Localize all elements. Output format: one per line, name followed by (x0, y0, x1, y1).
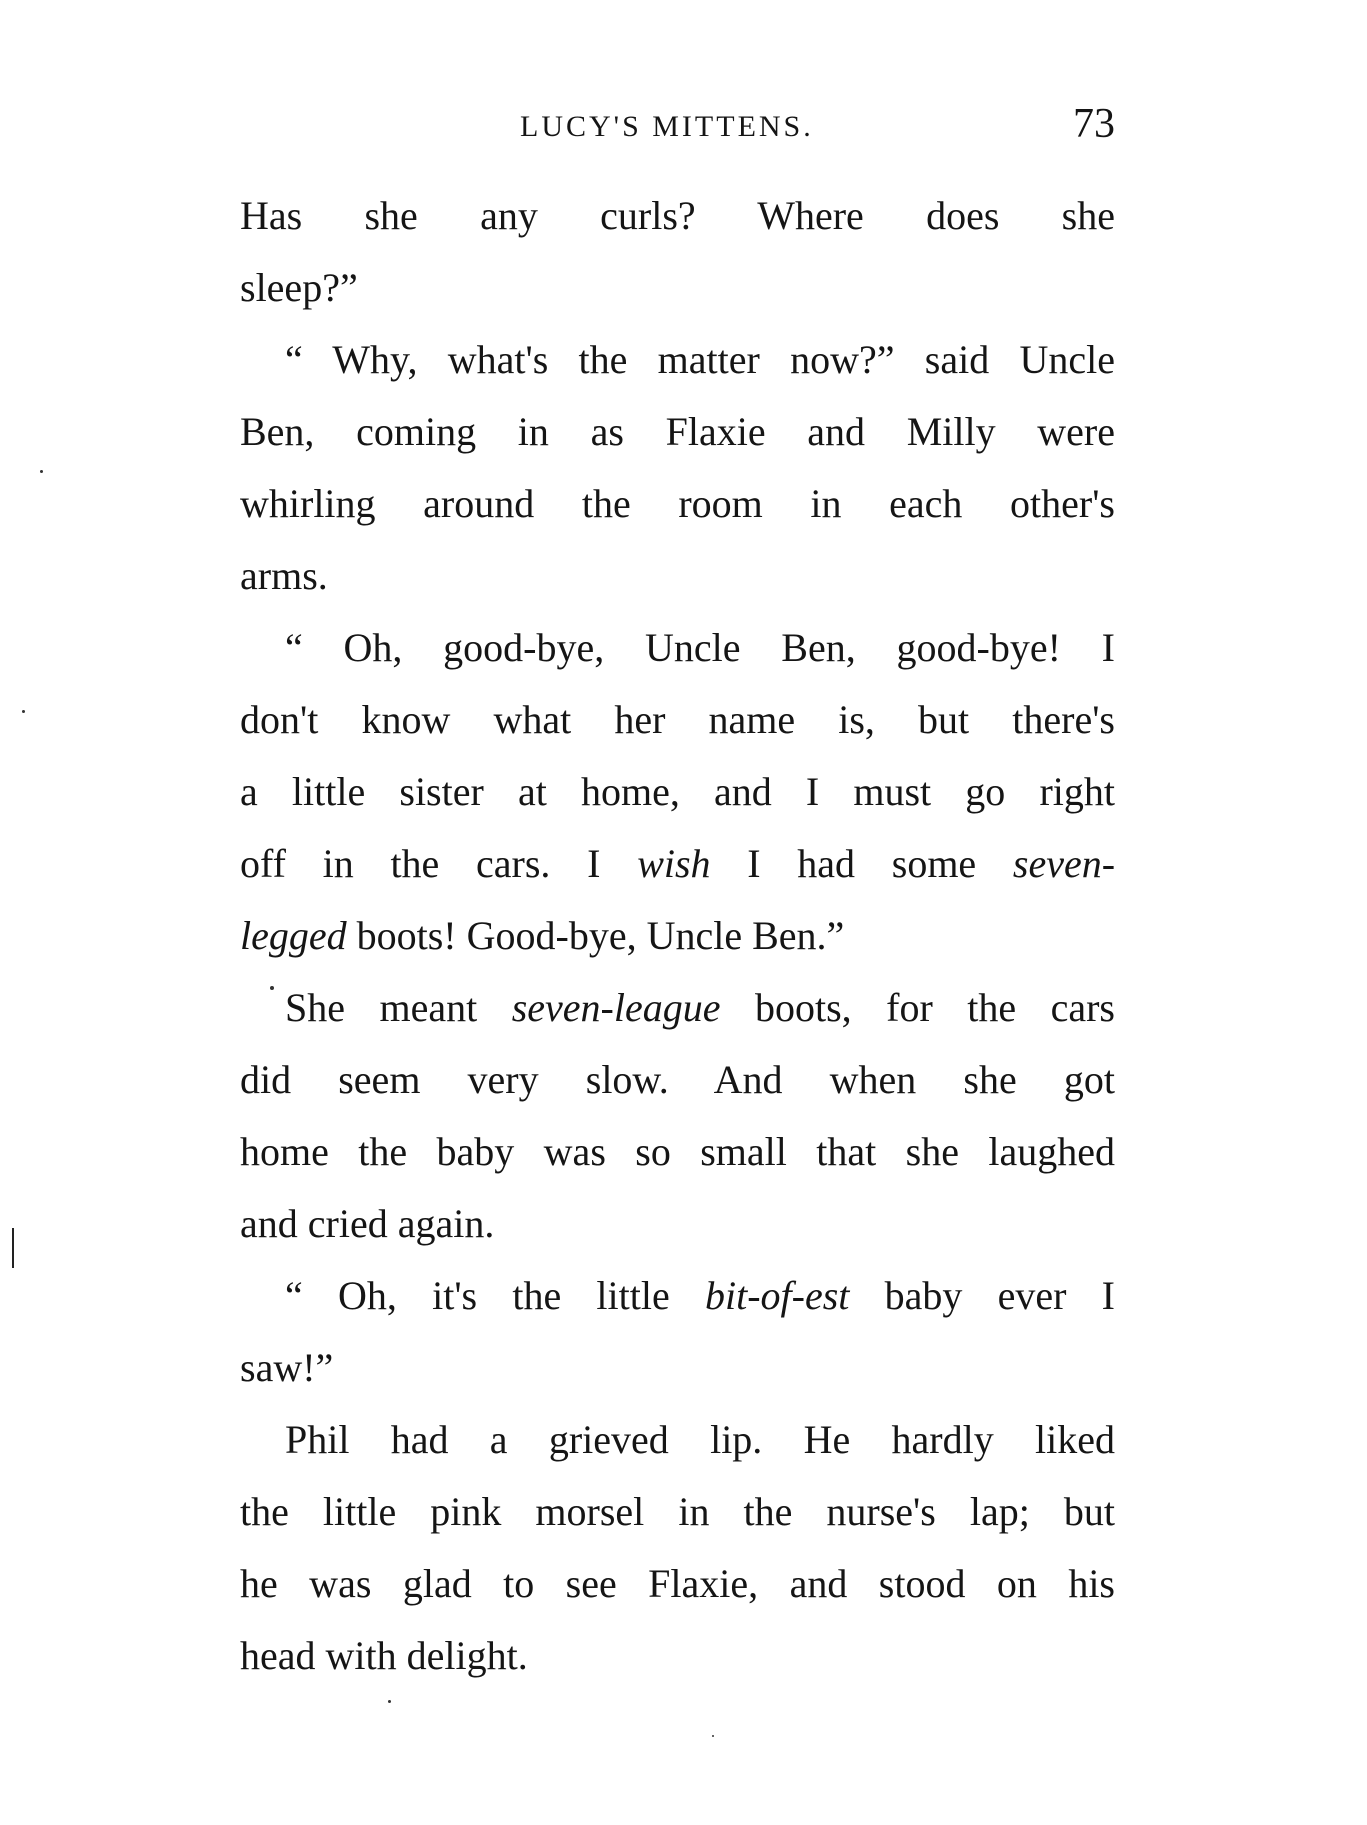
body-text (240, 180, 1115, 1692)
scan-speck (270, 986, 274, 990)
page-number: 73 (1073, 101, 1115, 147)
scan-edge-mark (12, 1228, 14, 1268)
text-line (240, 900, 1115, 972)
text-line: head with delight. (240, 1633, 528, 1678)
text-line: sleep?” (240, 265, 358, 310)
scan-speck (40, 470, 43, 473)
text-line: a little sister at home, and I must go right (240, 769, 1115, 814)
scan-speck (22, 710, 25, 713)
text-line: did seem very slow. And when she got (240, 1057, 1115, 1102)
text-line: Phil had a grieved lip. He hardly liked (285, 1417, 1115, 1462)
text-run: boots, for the cars (754, 985, 1115, 1030)
text-run: I (587, 841, 601, 886)
text-line (240, 1260, 1115, 1332)
italic-run: bit-of-est (704, 1273, 850, 1318)
text-line: the little pink morsel in the nurse's lap; but (240, 1489, 1115, 1534)
text-line: don't know what her name is, but there's (240, 697, 1115, 742)
italic-run: wish (637, 841, 711, 886)
text-line: “ Why, what's the matter now?” said Uncle (285, 337, 1115, 382)
text-line: saw!” (240, 1345, 334, 1390)
running-head (240, 100, 1115, 150)
italic-run: legged (240, 913, 347, 958)
italic-run: seven- (1012, 841, 1116, 886)
text-line: he was glad to see Flaxie, and stood on his (240, 1561, 1115, 1606)
scan-speck (388, 1700, 391, 1703)
text-run: I had some (747, 841, 977, 886)
text-line: “ Oh, good-bye, Uncle Ben, good-bye! I (285, 625, 1115, 670)
italic-run: seven-league (511, 985, 721, 1030)
text-line: Has she any curls? Where does she (240, 193, 1115, 238)
text-line (240, 972, 1115, 1044)
running-title: LUCY'S MITTENS. (520, 110, 814, 143)
text-line: Ben, coming in as Flaxie and Milly were (240, 409, 1115, 454)
scan-speck (712, 1735, 714, 1737)
text-run: boots! Good-bye, Uncle Ben.” (356, 913, 845, 958)
text-line: and cried again. (240, 1201, 495, 1246)
text-line: home the baby was so small that she laughed (240, 1129, 1115, 1174)
text-line: whirling around the room in each other's (240, 481, 1115, 526)
text-run: “ Oh, it's the little (285, 1273, 670, 1318)
text-run: She meant (285, 985, 478, 1030)
text-line: arms. (240, 553, 328, 598)
text-run: baby ever I (884, 1273, 1116, 1318)
text-run: off in the cars. (240, 841, 551, 886)
text-line (240, 828, 1115, 900)
